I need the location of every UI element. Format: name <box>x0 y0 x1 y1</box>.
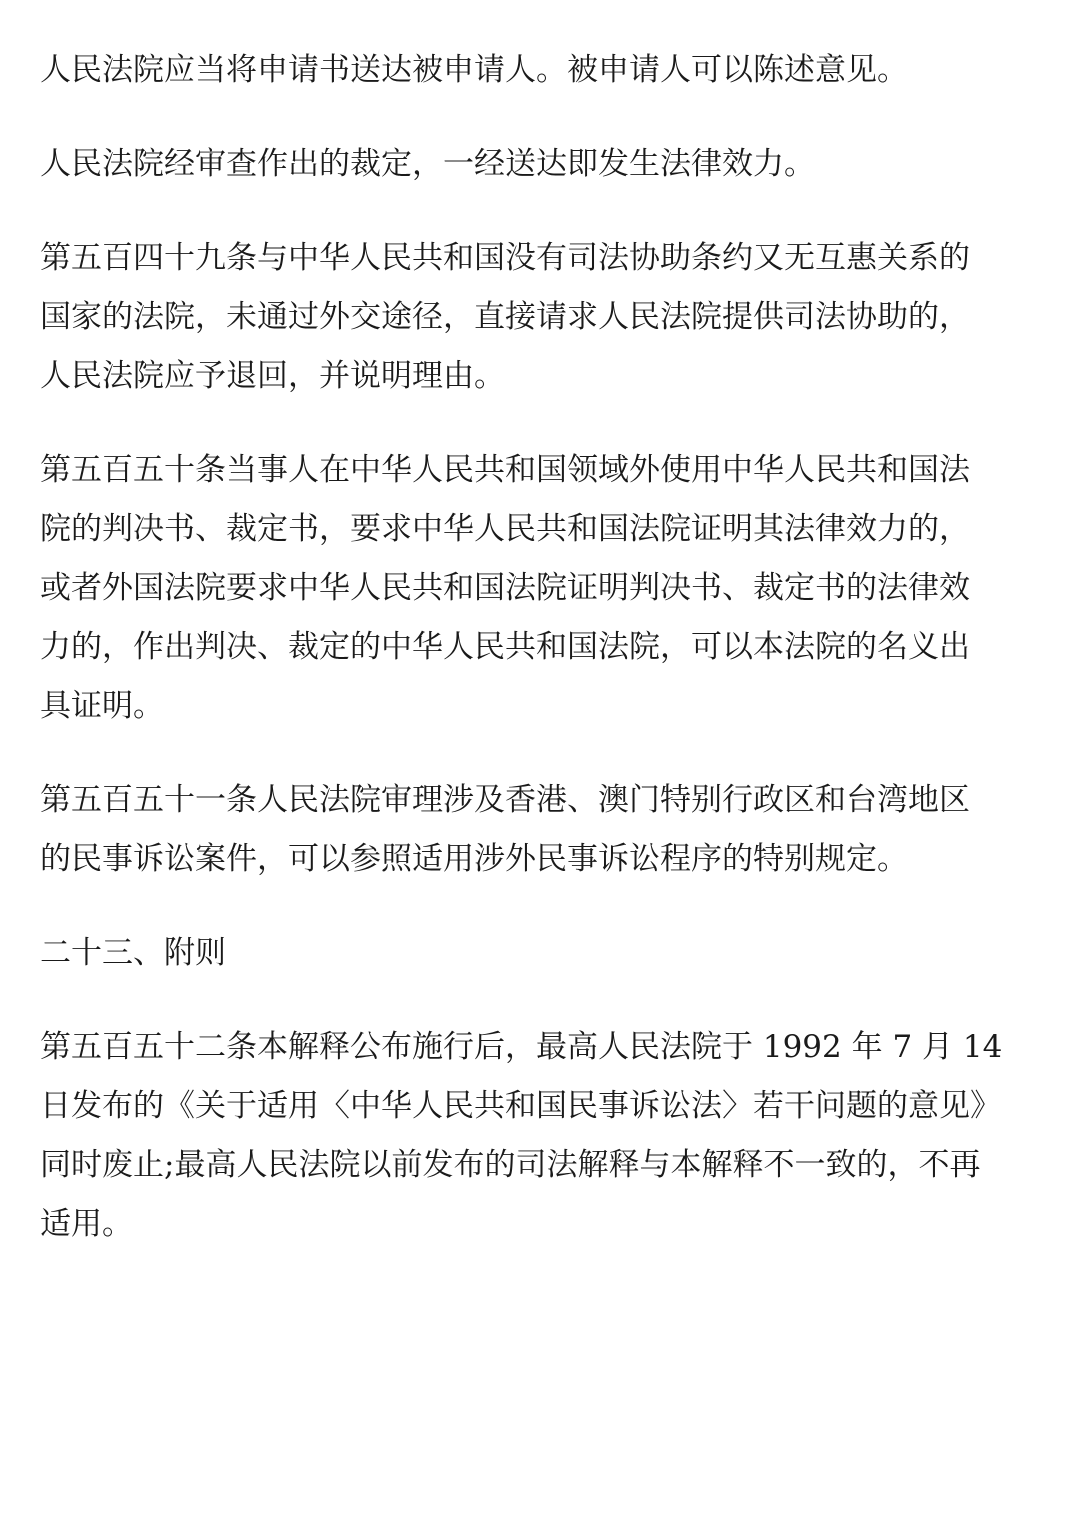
text-line: 第五百五十一条人民法院审理涉及香港、澳门特别行政区和台湾地区 <box>40 782 970 818</box>
document-body <box>40 41 1080 1289</box>
text-line: 具证明。 <box>40 688 164 724</box>
section-heading: 二十三、附则 <box>40 935 226 971</box>
text-line: 国家的法院，未通过外交途径，直接请求人民法院提供司法协助的， <box>40 299 970 335</box>
text-line: 人民法院应予退回，并说明理由。 <box>40 358 505 394</box>
text-line: 适用。 <box>40 1206 133 1242</box>
text-line: 人民法院应当将申请书送达被申请人。被申请人可以陈述意见。 <box>40 52 908 88</box>
paragraph-ruling-effect <box>40 135 1080 194</box>
paragraph-service-of-application <box>40 41 1080 100</box>
section-heading-supplementary-provisions <box>40 924 1080 983</box>
paragraph-article-551 <box>40 771 1080 889</box>
text-line: 院的判决书、裁定书，要求中华人民共和国法院证明其法律效力的， <box>40 511 970 547</box>
paragraph-article-549 <box>40 229 1080 406</box>
text-line: 同时废止;最高人民法院以前发布的司法解释与本解释不一致的，不再 <box>40 1147 981 1183</box>
paragraph-article-552 <box>40 1018 1080 1254</box>
text-line: 的民事诉讼案件，可以参照适用涉外民事诉讼程序的特别规定。 <box>40 841 908 877</box>
text-line: 第五百四十九条与中华人民共和国没有司法协助条约又无互惠关系的 <box>40 240 970 276</box>
text-line: 第五百五十条当事人在中华人民共和国领域外使用中华人民共和国法 <box>40 452 970 488</box>
text-line: 或者外国法院要求中华人民共和国法院证明判决书、裁定书的法律效 <box>40 570 970 606</box>
text-line: 第五百五十二条本解释公布施行后，最高人民法院于 1992 年 7 月 14 <box>40 1029 1003 1065</box>
text-line: 日发布的《关于适用〈中华人民共和国民事诉讼法〉若干问题的意见》 <box>40 1088 1001 1124</box>
text-line: 人民法院经审查作出的裁定，一经送达即发生法律效力。 <box>40 146 815 182</box>
paragraph-article-550 <box>40 441 1080 736</box>
text-line: 力的，作出判决、裁定的中华人民共和国法院，可以本法院的名义出 <box>40 629 970 665</box>
